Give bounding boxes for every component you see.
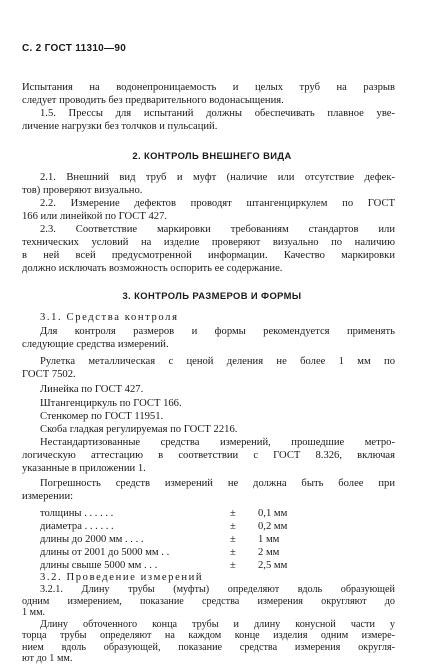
subsection-3-1-heading: 3.1. Средства контроля — [40, 312, 179, 323]
section-3-line: Штангенциркуль по ГОСТ 166. — [40, 398, 182, 409]
section-2-line: технических условий на изделие проверяют визуально по наличию — [22, 237, 395, 248]
section-3-line: Линейка по ГОСТ 427. — [40, 384, 144, 395]
section-3-2-line: 3.2.1. Длину трубы (муфты) определяют вдоль образующей — [40, 584, 395, 595]
section-2-line: в ней всей предусмотренной информации. Качество маркировки — [22, 250, 395, 261]
tolerance-value: 0,1 мм — [258, 508, 288, 519]
section-3-2-line: 1 мм. — [22, 607, 46, 618]
section-2-heading: 2. КОНТРОЛЬ ВНЕШНЕГО ВИДА — [132, 150, 292, 161]
section-3-2-line: Длину обточенного конца трубы и длину конусной части у — [40, 618, 395, 630]
section-3-line: Погрешность средств измерений не должна быть более при — [40, 478, 395, 489]
tolerance-label: толщины . . . . . . — [40, 508, 114, 519]
tolerance-sign: ± — [230, 534, 236, 545]
tolerance-label: длины свыше 5000 мм . . . — [40, 560, 158, 571]
section-3-line: Для контроля размеров и формы рекомендуется применять — [40, 326, 395, 337]
section-2-line: 166 или линейкой по ГОСТ 427. — [22, 211, 168, 222]
section-3-line: Рулетка металлическая с ценой деления не более 1 мм по — [40, 356, 395, 367]
section-2-line: 2.2. Измерение дефектов проводят штангенциркулем по ГОСТ — [40, 198, 395, 209]
section-2-line: должно исключать возможность оспорить ее содержание. — [22, 263, 283, 274]
section-2-line: тов) проверяют визуально. — [22, 185, 143, 196]
intro-line: Испытания на водонепроницаемость и целых труб на разрыв — [22, 82, 395, 93]
section-2-line: 2.1. Внешний вид труб и муфт (наличие или отсутствие дефек- — [40, 172, 395, 183]
section-3-line: Нестандартизованные средства измерений, прошедшие метро- — [40, 437, 395, 448]
section-2-line: 2.3. Соответствие маркировки требованиям стандартов или — [40, 224, 395, 235]
section-3-line: логическую аттестацию в соответствии с ГОСТ 8.326, включая — [22, 450, 395, 461]
tolerance-label: диаметра . . . . . . — [40, 521, 114, 532]
tolerance-value: 2 мм — [258, 547, 280, 558]
tolerance-sign: ± — [230, 508, 236, 519]
section-3-2-line: ют до 1 мм. — [22, 653, 73, 664]
intro-line: 1.5. Прессы для испытаний должны обеспечивать плавное уве- — [40, 108, 395, 119]
section-3-heading: 3. КОНТРОЛЬ РАЗМЕРОВ И ФОРМЫ — [122, 290, 302, 301]
tolerance-sign: ± — [230, 547, 236, 558]
subsection-3-2-heading: 3.2. Проведение измерений — [40, 572, 204, 583]
page-header: С. 2 ГОСТ 11310—90 — [22, 43, 127, 54]
tolerance-value: 1 мм — [258, 534, 280, 545]
section-3-line: Стенкомер по ГОСТ 11951. — [40, 411, 164, 422]
tolerance-sign: ± — [230, 521, 236, 532]
section-3-line: Скоба гладкая регулируемая по ГОСТ 2216. — [40, 424, 238, 435]
section-3-2-line: торца трубы определяют на каждом конце изделия одним измере- — [22, 630, 395, 641]
tolerance-value: 0,2 мм — [258, 521, 288, 532]
section-3-2-line: нием вдоль образующей, показание средства измерения округля- — [22, 641, 395, 653]
tolerance-label: длины до 2000 мм . . . . — [40, 534, 144, 545]
section-3-line: следующие средства измерений. — [22, 339, 169, 350]
tolerance-label: длины от 2001 до 5000 мм . . — [40, 547, 170, 558]
section-3-2-line: одним измерением, показание средства измерения округляют до — [22, 595, 395, 607]
section-3-line: указанные в приложении 1. — [22, 463, 146, 474]
tolerance-value: 2,5 мм — [258, 560, 288, 571]
section-3-line: ГОСТ 7502. — [22, 369, 76, 380]
intro-line: следует проводить без предварительного водонасыщения. — [22, 95, 284, 106]
intro-line: личение нагрузки без толчков и пульсаций. — [22, 121, 218, 132]
tolerance-sign: ± — [230, 560, 236, 571]
section-3-line: измерении: — [22, 491, 74, 502]
